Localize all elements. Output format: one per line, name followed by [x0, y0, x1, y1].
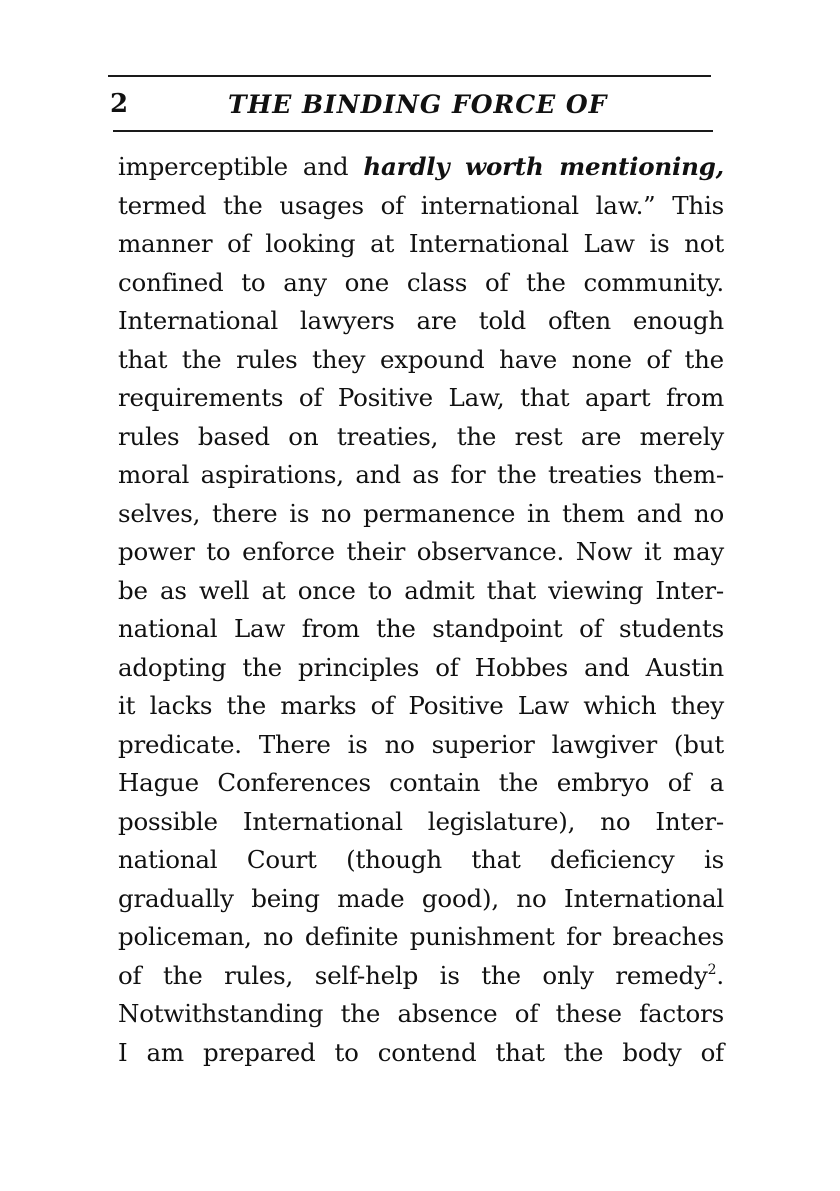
text-line: confined to any one class of the community.: [118, 267, 724, 297]
text-line: [118, 148, 724, 187]
text-line: adopting the principles of Hobbes and Austin: [118, 652, 724, 682]
text-line: gradually being made good), no International: [118, 883, 724, 913]
body-text: [118, 148, 724, 1072]
text-line: moral aspirations, and as for the treaties them-: [118, 460, 724, 489]
text-line: predicate. There is no superior lawgiver (but: [118, 729, 724, 759]
running-title: THE BINDING FORCE OF: [228, 90, 608, 119]
text-segment: .: [716, 960, 724, 990]
text-line: be as well at once to admit that viewing Inter-: [118, 575, 724, 605]
text-line: requirements of Positive Law, that apart from: [118, 383, 724, 412]
page-number: 2: [110, 89, 129, 119]
text-line: termed the usages of international law.” This: [118, 190, 724, 220]
text-line: International lawyers are told often enough: [118, 306, 724, 335]
header-rule-bottom: [113, 130, 713, 132]
text-segment: of the rules, self-help is the only remedy: [118, 960, 708, 990]
text-segment: imperceptible and: [118, 152, 364, 181]
footnote-marker[interactable]: 2: [707, 961, 717, 978]
text-line: Hague Conferences contain the embryo of a: [118, 768, 724, 797]
text-line: [118, 957, 724, 996]
text-line: policeman, no definite punishment for breaches: [118, 922, 724, 951]
text-line: it lacks the marks of Positive Law which they: [118, 691, 724, 720]
header-rule-top: [108, 75, 711, 77]
text-line: possible International legislature), no Inter-: [118, 806, 724, 836]
text-line: national Court (though that deficiency is: [118, 845, 724, 874]
text-line: rules based on treaties, the rest are merely: [118, 421, 724, 451]
text-line: I am prepared to contend that the body of: [118, 1037, 724, 1067]
text-line: manner of looking at International Law is not: [118, 229, 724, 258]
text-line: national Law from the standpoint of students: [118, 614, 724, 643]
text-line: that the rules they expound have none of the: [118, 344, 724, 374]
running-header: [108, 86, 711, 126]
text-line: selves, there is no permanence in them and no: [118, 498, 724, 528]
text-line: Notwithstanding the absence of these factors: [118, 999, 724, 1028]
emphasis-text: hardly worth mentioning,: [363, 152, 724, 181]
text-line: power to enforce their observance. Now it may: [118, 537, 724, 566]
